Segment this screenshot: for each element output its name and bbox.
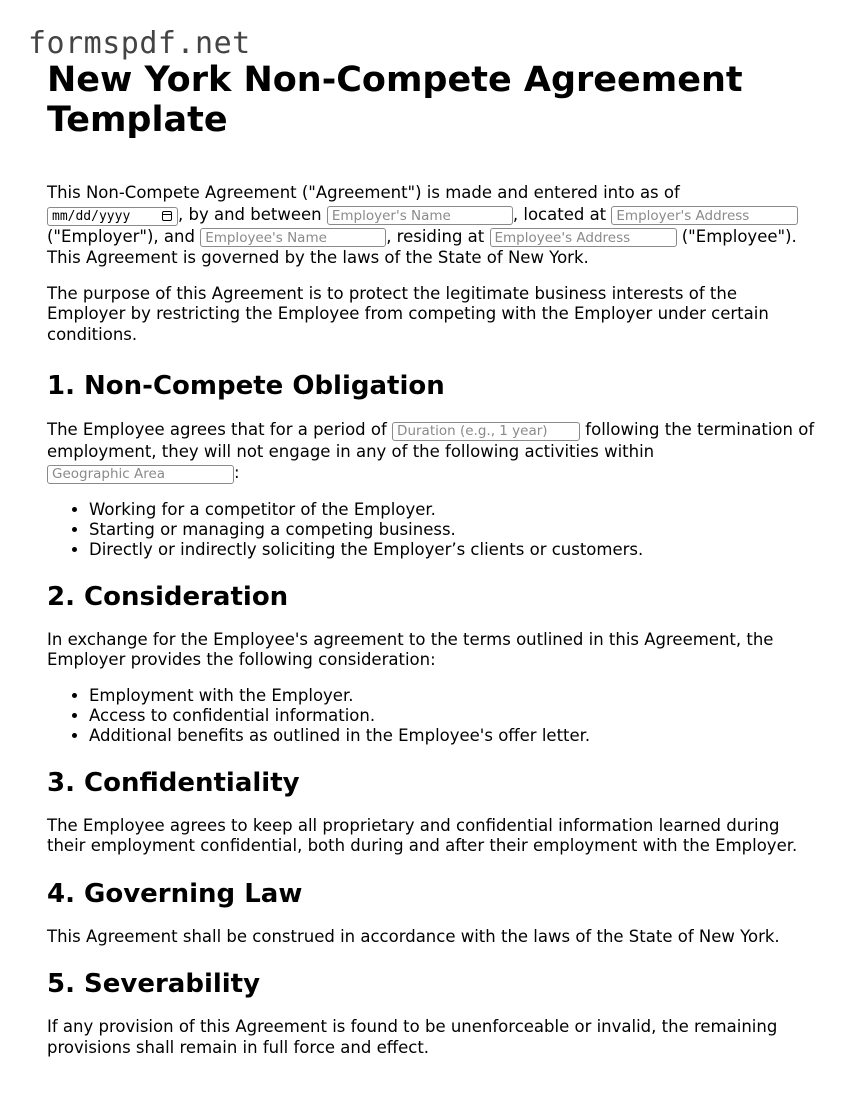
section-5-heading: 5. Severability <box>47 969 261 999</box>
list-item: • Access to confidential information. <box>89 706 817 726</box>
list-item: • Additional benefits as outlined in the Employee's offer letter. <box>89 726 817 746</box>
section-3-paragraph: The Employee agrees to keep all proprietary and confidential information learned during their employment confidential, both during and after their employment with the Employer. <box>47 815 798 855</box>
section-2-list <box>47 686 817 746</box>
section-1-list <box>47 500 817 560</box>
calendar-icon[interactable] <box>162 211 172 221</box>
section-5-paragraph: If any provision of this Agreement is found to be unenforceable or invalid, the remaining provisions shall remain in full force and effect. <box>47 1017 778 1057</box>
document <box>47 60 817 1058</box>
date-placeholder: mm/dd/yyyy <box>52 208 131 224</box>
section-1-paragraph <box>47 419 817 484</box>
intro-text-4: ("Employer"), and <box>47 226 195 246</box>
intro-text-5: , residing at <box>386 226 485 246</box>
intro-text-2: , by and between <box>178 204 322 224</box>
watermark: formspdf.net <box>28 26 251 61</box>
section-1-text-1: The Employee agrees that for a period of <box>47 420 387 439</box>
list-item: • Working for a competitor of the Employer. <box>89 500 817 520</box>
intro-text-7: This Agreement is governed by the laws of the State of New York. <box>47 248 589 267</box>
section-2-heading: 2. Consideration <box>47 581 289 612</box>
geographic-area-input[interactable] <box>47 465 234 484</box>
section-3-heading: 3. Confidentiality <box>47 767 300 798</box>
list-item: • Starting or managing a competing business. <box>89 520 817 540</box>
section-1-text-3: : <box>234 463 240 482</box>
duration-input[interactable] <box>392 422 580 441</box>
employee-address-input[interactable] <box>490 228 677 247</box>
list-item: • Directly or indirectly soliciting the Employer’s clients or customers. <box>89 540 817 560</box>
employee-name-input[interactable] <box>200 228 386 247</box>
section-4-heading: 4. Governing Law <box>47 878 303 909</box>
agreement-date-input[interactable] <box>47 207 178 226</box>
list-item: • Employment with the Employer. <box>89 686 817 706</box>
employer-address-input[interactable] <box>611 206 798 225</box>
intro-text-3: , located at <box>512 204 607 224</box>
page-title: New York Non-Compete Agreement Template <box>47 60 743 140</box>
intro-text-6: ("Employee"). <box>681 226 797 246</box>
employer-name-input[interactable] <box>327 206 513 225</box>
purpose-paragraph: The purpose of this Agreement is to protect the legitimate business interests of the Employer by restricting the Employee from competing with the Employer under certain conditions. <box>47 283 769 344</box>
intro-paragraph <box>47 182 817 269</box>
section-1-heading: 1. Non-Compete Obligation <box>47 371 445 401</box>
section-2-paragraph: In exchange for the Employee's agreement to the terms outlined in this Agreement, the Employer provides the following consideration: <box>47 629 774 669</box>
intro-text-1: This Non-Compete Agreement ("Agreement") is made and entered into as of <box>47 183 680 202</box>
section-1-text-2: following the termination of employment, they will not engage in any of the following activities within <box>47 420 815 461</box>
section-4-paragraph: This Agreement shall be construed in accordance with the laws of the State of New York. <box>47 926 780 946</box>
